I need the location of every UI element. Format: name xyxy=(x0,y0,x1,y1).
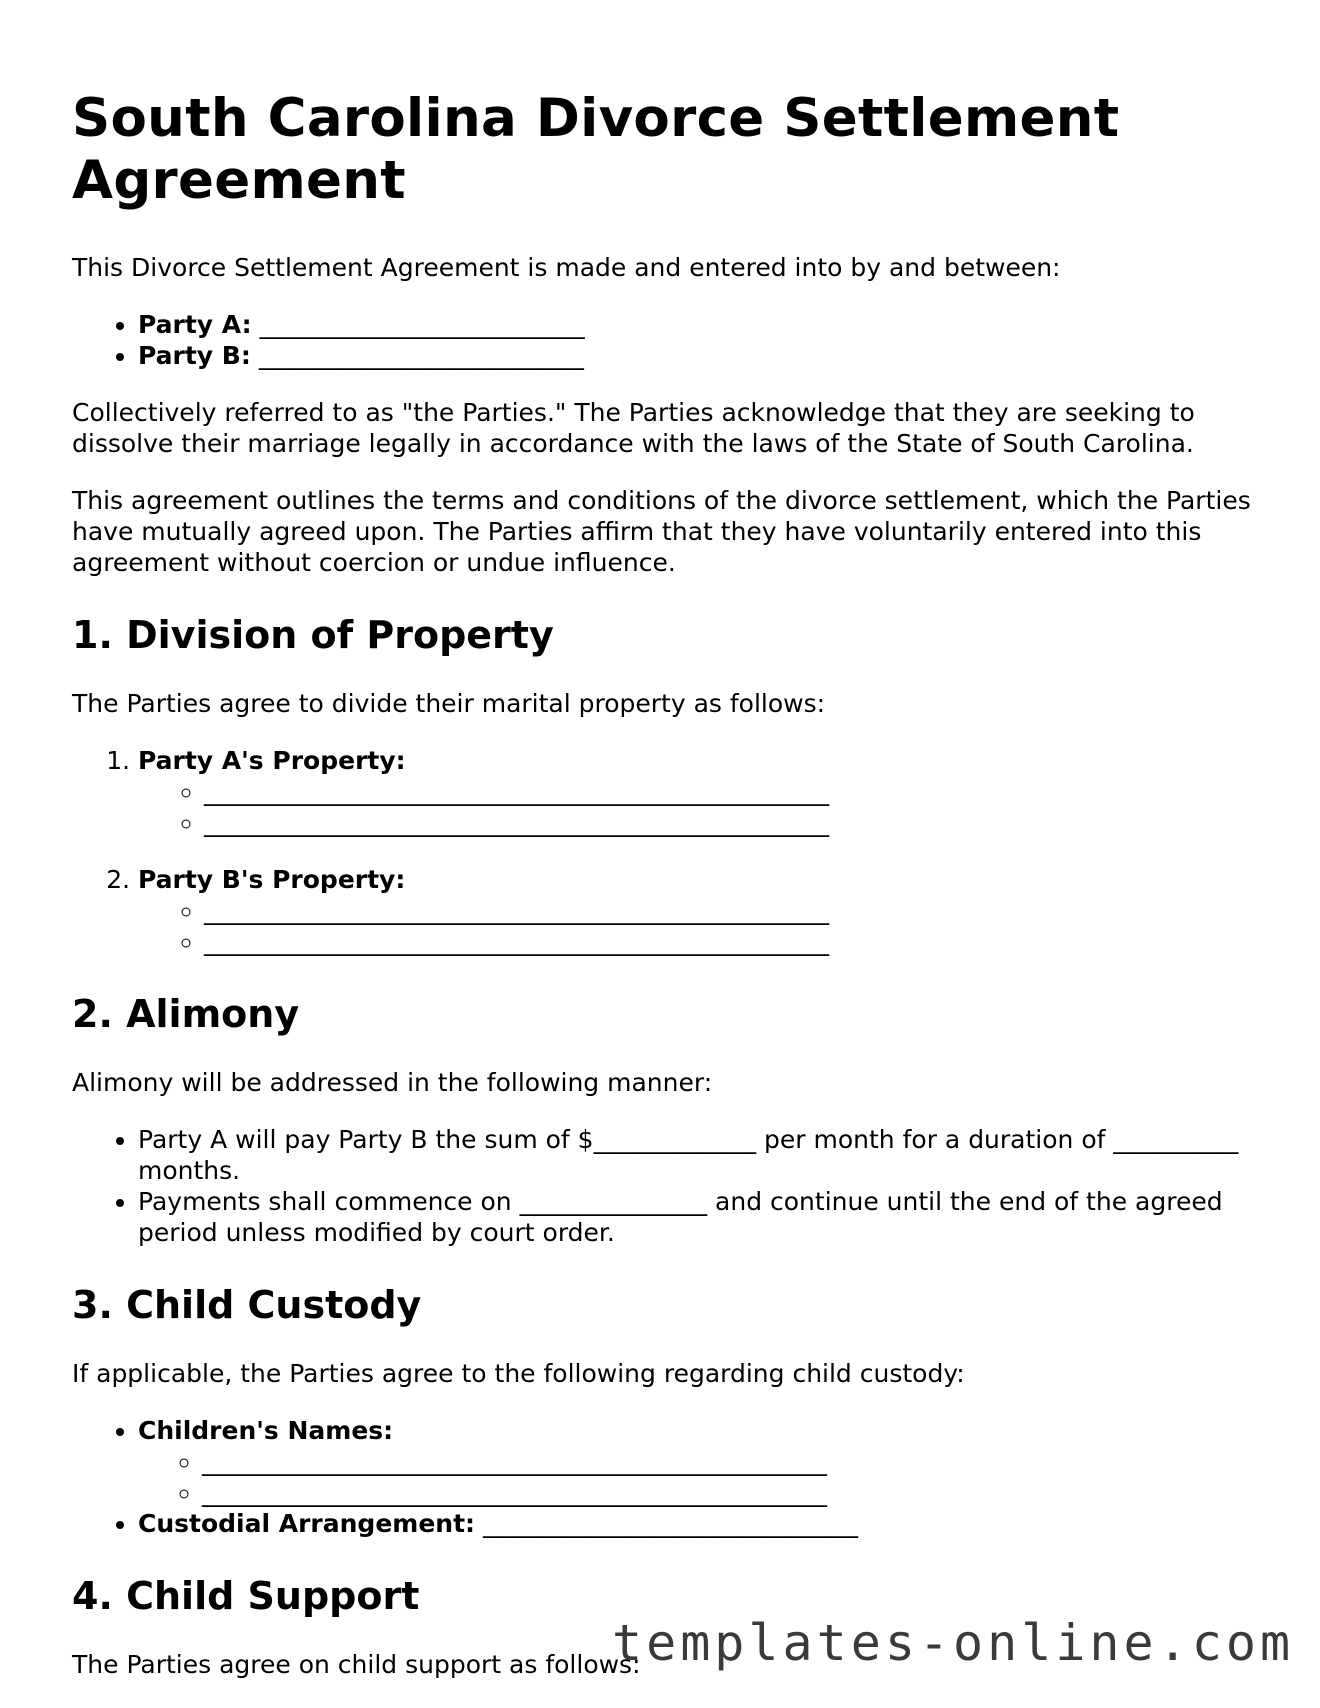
property-list xyxy=(72,745,1252,957)
section-custody-intro: If applicable, the Parties agree to the following regarding child custody: xyxy=(72,1359,965,1388)
children-names-blanks xyxy=(138,1446,1252,1508)
party-b-blank: __________________________ xyxy=(258,341,584,370)
party-b-label: Party B: xyxy=(138,341,251,370)
blank-line: ◦ __________________________________________________ xyxy=(204,895,1252,926)
intro-paragraph: This Divorce Settlement Agreement is made and entered into by and between: xyxy=(72,253,1061,282)
party-a-property-blanks xyxy=(138,776,1252,838)
alimony-item-commence: • Payments shall commence on _______________ and continue until the end of the agreed period unless modified by court order. xyxy=(138,1186,1252,1248)
agreement-paragraph: This agreement outlines the terms and conditions of the divorce settlement, which the Parties have mutually agreed upon. The Parties affirm that they have voluntarily entered into this agreement without coercion or undue influence. xyxy=(72,486,1251,577)
section-support-heading: 4. Child Support xyxy=(72,1574,420,1618)
watermark: templates-online.com xyxy=(612,1614,1295,1672)
parties-list xyxy=(72,309,1252,371)
custodial-arrangement-blank: ______________________________ xyxy=(483,1509,858,1538)
party-a-blank: __________________________ xyxy=(259,310,585,339)
alimony-list xyxy=(72,1124,1252,1248)
party-b-property-label: Party B's Property: xyxy=(138,865,406,894)
party-a-property-item xyxy=(138,745,1252,838)
section-property-intro: The Parties agree to divide their marital property as follows: xyxy=(72,689,826,718)
blank-line: ◦ __________________________________________________ xyxy=(204,926,1252,957)
page-title: South Carolina Divorce Settlement Agreement xyxy=(72,88,1120,211)
children-names-item xyxy=(138,1415,1252,1508)
party-b-property-item xyxy=(138,864,1252,957)
parties-paragraph: Collectively referred to as "the Parties." The Parties acknowledge that they are seeking to dissolve their marriage legally in accordance with the laws of the State of South Carolina. xyxy=(72,398,1195,458)
blank-line: ◦ __________________________________________________ xyxy=(204,776,1252,807)
section-support-intro: The Parties agree on child support as follows: xyxy=(72,1650,641,1679)
section-property-heading: 1. Division of Property xyxy=(72,613,554,657)
party-b-item xyxy=(138,340,1252,371)
party-a-label: Party A: xyxy=(138,310,252,339)
custody-list xyxy=(72,1415,1252,1539)
blank-line: ◦ __________________________________________________ xyxy=(202,1477,1252,1508)
party-a-item xyxy=(138,309,1252,340)
section-alimony-intro: Alimony will be addressed in the following manner: xyxy=(72,1068,713,1097)
document-page xyxy=(72,88,1252,1706)
alimony-item-amount: • Party A will pay Party B the sum of $_____________ per month for a duration of __________ months. xyxy=(138,1124,1252,1186)
custodial-arrangement-item xyxy=(138,1508,1252,1539)
party-a-property-label: Party A's Property: xyxy=(138,746,406,775)
custodial-arrangement-label: Custodial Arrangement: xyxy=(138,1509,476,1538)
blank-line: ◦ __________________________________________________ xyxy=(202,1446,1252,1477)
section-custody-heading: 3. Child Custody xyxy=(72,1283,422,1327)
section-alimony-heading: 2. Alimony xyxy=(72,992,300,1036)
children-names-label: Children's Names: xyxy=(138,1416,394,1445)
party-b-property-blanks xyxy=(138,895,1252,957)
blank-line: ◦ __________________________________________________ xyxy=(204,807,1252,838)
